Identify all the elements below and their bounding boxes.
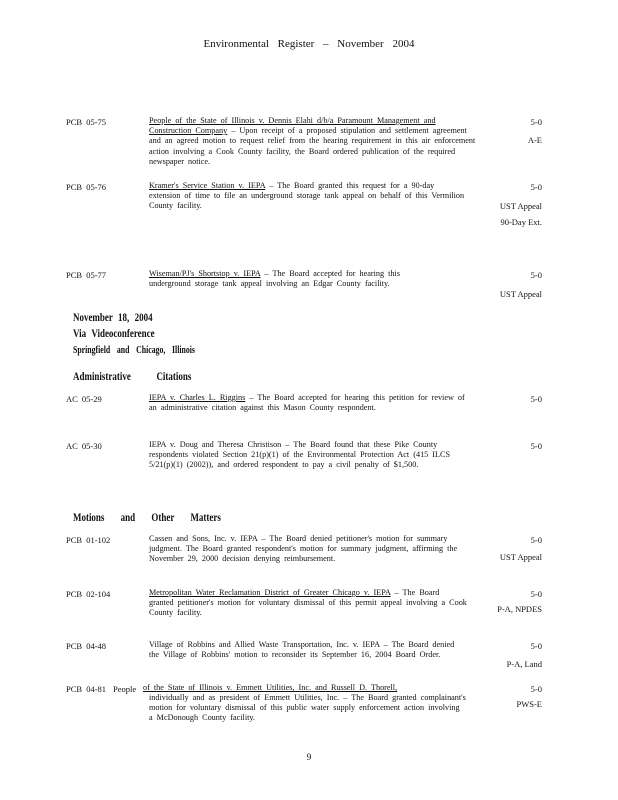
- case-description: [149, 181, 467, 212]
- case-description: individually and as president of Emmett Utilities, Inc. – The Board granted complainant's motion for voluntary dismissal of this public water supply enforcement action involving a McDonough County facility.: [149, 693, 466, 723]
- case-description: [149, 588, 467, 619]
- section-heading: Administrative Citations: [73, 371, 192, 383]
- case-number: AC 05-29: [66, 394, 102, 404]
- case-description: [149, 393, 471, 413]
- meeting-mode: Via Videoconference: [73, 328, 155, 340]
- case-number: PCB 05-76: [66, 182, 107, 192]
- case-number: PCB 01-102: [66, 535, 111, 545]
- vote-count: 5-0: [530, 684, 542, 694]
- case-description: [149, 269, 439, 289]
- case-type-code: A-E: [527, 135, 542, 145]
- case-title: People of the State of Illinois v. Dennis Elahi d/b/a Paramount Management and Construction Company: [149, 116, 436, 136]
- case-number: PCB 05-77: [66, 270, 107, 280]
- vote-count: 5-0: [530, 641, 542, 651]
- case-number: PCB 04-81: [66, 684, 107, 694]
- case-text: – The Board accepted for hearing this petition for review of an administrative citation against this Mason County respondent.: [149, 393, 465, 413]
- case-type-code: P-A, NPDES: [497, 604, 542, 614]
- case-text: – The Board granted petitioner's motion for voluntary dismissal of this permit appeal involving a Cook County facility.: [149, 588, 467, 618]
- case-number: PCB 02-104: [66, 589, 111, 599]
- case-title: Kramer's Service Station v. IEPA: [149, 181, 266, 190]
- case-description: IEPA v. Doug and Theresa Christison – The Board found that these Pike County respondents violated Section 21(p)(1) of the Environmental Protection Act (415 ILCS 5/21(p)(1) (2002)), and ordered respondent to pay a civil penalty of $1,500.: [149, 440, 451, 470]
- vote-count: 5-0: [530, 589, 542, 599]
- vote-count: 5-0: [530, 441, 542, 451]
- case-title-prefix: People: [113, 684, 137, 694]
- case-type-code: UST Appeal 90-Day Ext.: [499, 201, 542, 227]
- case-title-text: of the State of Illinois v. Emmett Utilities, Inc. and Russell D. Thorell,: [143, 683, 398, 692]
- case-title: Metropolitan Water Reclamation District of Greater Chicago v. IEPA: [149, 588, 391, 597]
- page-number: 9: [306, 752, 312, 762]
- meeting-location: Springfield and Chicago, Illinois: [73, 345, 195, 356]
- case-title: Wiseman/PJ's Shortstop v. IEPA: [149, 269, 261, 278]
- case-number: PCB 04-48: [66, 641, 107, 651]
- case-type-code: PWS-E: [516, 699, 542, 709]
- section-heading: Motions and Other Matters: [73, 512, 221, 524]
- case-title: IEPA v. Charles L. Riggins: [149, 393, 246, 402]
- case-text: – The Board accepted for hearing this underground storage tank appeal involving an Edgar County facility.: [149, 269, 400, 289]
- vote-count: 5-0: [530, 270, 542, 280]
- vote-count: 5-0: [530, 535, 542, 545]
- case-description: Village of Robbins and Allied Waste Transportation, Inc. v. IEPA – The Board denied the Village of Robbins' motion to reconsider its September 16, 2004 Board Order.: [149, 640, 455, 660]
- case-number: AC 05-30: [66, 441, 102, 451]
- case-type-code: UST Appeal: [499, 552, 542, 562]
- case-title: [143, 683, 468, 693]
- case-type-code: UST Appeal: [499, 289, 542, 299]
- case-type-code: P-A, Land: [506, 659, 542, 669]
- vote-count: 5-0: [530, 394, 542, 404]
- case-number: PCB 05-75: [66, 117, 107, 127]
- case-text: – Upon receipt of a proposed stipulation and settlement agreement and an agreed motion to request relief from the hearing requirement in this air enforcement action involving a Cook County facility, the Board ordered publication of the required newspaper notice.: [149, 126, 476, 166]
- case-description: [149, 116, 477, 167]
- vote-count: 5-0: [530, 182, 542, 192]
- case-text: – The Board granted this request for a 90-day extension of time to file an underground storage tank appeal on behalf of this Vermilion County facility.: [149, 181, 465, 211]
- page-header: Environmental Register – November 2004: [203, 38, 415, 50]
- meeting-date: November 18, 2004: [73, 312, 153, 324]
- vote-count: 5-0: [530, 117, 542, 127]
- case-description: Cassen and Sons, Inc. v. IEPA – The Board denied petitioner's motion for summary judgment. The Board granted respondent's motion for summary judgment, affirming the November 29, 2000 decision denying reimbursement.: [149, 534, 458, 564]
